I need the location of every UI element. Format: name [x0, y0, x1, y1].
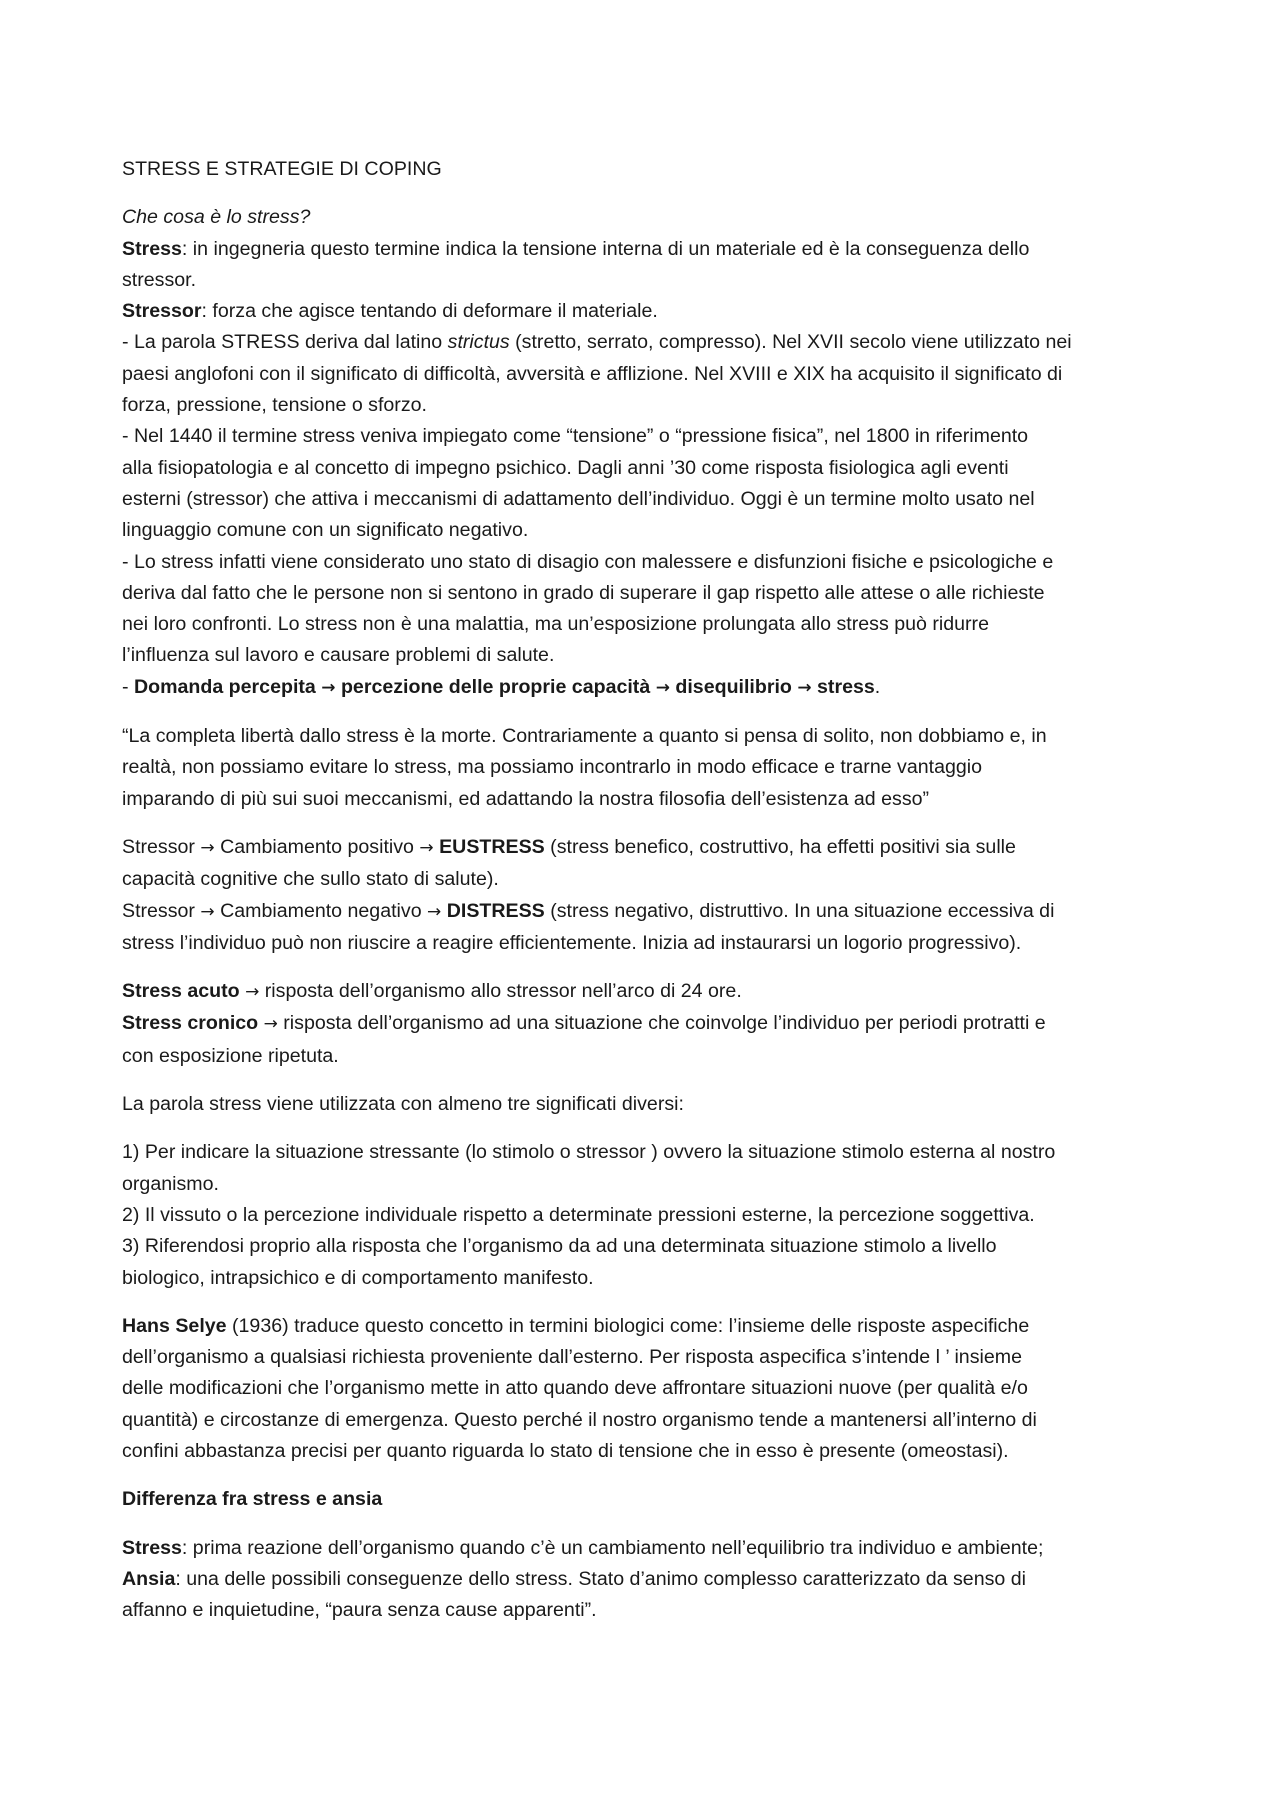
chain-step: disequilibrio: [675, 675, 792, 698]
differenza-section: [122, 1533, 1162, 1627]
meaning-item-cont: biologico, intrapsichico e di comportamento manifesto.: [122, 1266, 594, 1289]
eustress-text: (stress benefico, costruttivo, ha effetti positivi sia sulle: [544, 835, 1016, 858]
selye-paragraph: [122, 1311, 1162, 1467]
quote-line: imparando di più sui suoi meccanismi, ed adattando la nostra filosofia dell’esistenza ad esso”: [122, 787, 930, 810]
stress-chain: [122, 672, 1162, 704]
question-text: Che cosa è lo stress?: [122, 206, 311, 229]
section-heading: [122, 1484, 1162, 1515]
eustress-line-cont: capacità cognitive che sullo stato di salute).: [122, 868, 499, 891]
disagio-line: - Lo stress infatti viene considerato uno stato di disagio con malessere e disfunzioni fisiche e psicologiche e: [122, 550, 1054, 573]
selye-text: (1936) traduce questo concetto in termini biologici come: l’insieme delle risposte aspecifiche: [226, 1314, 1030, 1337]
chronic-line-cont: con esposizione ripetuta.: [122, 1044, 339, 1067]
chain-step: percezione delle proprie capacità: [340, 675, 651, 698]
arrow-icon: →: [419, 837, 434, 858]
differenza-stress-text: : prima reazione dell’organismo quando c’è un cambiamento nell’equilibrio tra individuo e ambiente;: [181, 1536, 1044, 1559]
distress-line-cont: stress l’individuo può non riuscire a reagire efficientemente. Inizia ad instaurarsi un logorio progressivo).: [122, 931, 1022, 954]
eustress-distress-section: [122, 832, 1162, 959]
acute-chronic-section: [122, 976, 1162, 1072]
distress-stressor: Stressor: [122, 899, 201, 922]
stress-def-text: : in ingegneria questo termine indica la tensione interna di un materiale ed è la conseguenza dello: [181, 237, 1030, 260]
differenza-stress-line: [122, 1533, 1162, 1564]
arrow-icon: →: [797, 677, 812, 698]
acute-line: [122, 976, 1162, 1008]
selye-name: Hans Selye: [122, 1314, 227, 1337]
document-title: [122, 154, 1162, 185]
arrow-icon: →: [245, 982, 260, 1003]
eustress-change: Cambiamento positivo: [214, 835, 420, 858]
history-line: esterni (stressor) che attiva i meccanismi di adattamento dell’individuo. Oggi è un termine molto usato nel: [122, 487, 1035, 510]
meaning-item: 2) Il vissuto o la percezione individuale rispetto a determinate pressioni esterne, la percezione soggettiva.: [122, 1203, 1035, 1226]
acute-text: risposta dell’organismo allo stressor nell’arco di 24 ore.: [259, 980, 742, 1003]
distress-term: DISTRESS: [446, 899, 545, 922]
distress-line: [122, 896, 1162, 928]
meanings-intro: [122, 1089, 1162, 1120]
differenza-ansia-line: [122, 1564, 1162, 1595]
meanings-list: [122, 1137, 1162, 1293]
differenza-ansia-text: : una delle possibili conseguenze dello stress. Stato d’animo complesso caratterizzato da senso di: [175, 1567, 1026, 1590]
etymology-line: [122, 327, 1162, 358]
history-line: - Nel 1440 il termine stress veniva impiegato come “tensione” o “pressione fisica”, nel 1800 in riferimento: [122, 425, 1029, 448]
chain-dash: -: [122, 675, 134, 698]
meaning-item: 1) Per indicare la situazione stressante (lo stimolo o stressor ) ovvero la situazione stimolo esterna al nostro: [122, 1141, 1056, 1164]
disagio-line: nei loro confronti. Lo stress non è una malattia, ma un’esposizione prolungata allo stress può ridurre: [122, 613, 989, 636]
chain-step: Domanda percepita: [133, 675, 316, 698]
etymology-text: - La parola STRESS deriva dal latino: [122, 331, 448, 354]
stressor-definition: [122, 296, 1162, 327]
chronic-text: risposta dell’organismo ad una situazione che coinvolge l’individuo per periodi protratti e: [277, 1012, 1046, 1035]
intro-question: [122, 202, 1162, 233]
history-line: alla fisiopatologia e al concetto di impegno psichico. Dagli anni ’30 come risposta fisiologica agli eventi: [122, 456, 1009, 479]
arrow-icon: →: [200, 837, 215, 858]
meanings-intro-text: La parola stress viene utilizzata con almeno tre significati diversi:: [122, 1093, 684, 1116]
quote-block: [122, 721, 1162, 815]
stress-term: Stress: [122, 237, 182, 260]
differenza-ansia-term: Ansia: [122, 1567, 176, 1590]
selye-line: dell’organismo a qualsiasi richiesta proveniente dall’esterno. Per risposta aspecifica s’intende l ’ insieme: [122, 1346, 1022, 1369]
selye-line: [122, 1311, 1162, 1342]
chain-end: .: [874, 675, 881, 698]
title-text: STRESS E STRATEGIE DI COPING: [122, 158, 442, 180]
etymology-line: forza, pressione, tensione o sforzo.: [122, 394, 427, 417]
selye-line: quantità) e circostanze di emergenza. Questo perché il nostro organismo tende a mantenersi all’interno di: [122, 1408, 1037, 1431]
chain-step: stress: [817, 675, 875, 698]
arrow-icon: →: [321, 677, 336, 698]
quote-line: realtà, non possiamo evitare lo stress, ma possiamo incontrarlo in modo efficace e trarne vantaggio: [122, 756, 983, 779]
differenza-heading: Differenza fra stress e ansia: [122, 1488, 383, 1511]
etymology-line: paesi anglofoni con il significato di difficoltà, avversità e afflizione. Nel XVIII e XIX ha acquisito il significato di: [122, 362, 1063, 385]
distress-change: Cambiamento negativo: [214, 899, 428, 922]
arrow-icon: →: [655, 677, 670, 698]
acute-term: Stress acuto: [122, 980, 240, 1003]
intro-section: [122, 202, 1162, 704]
selye-line: confini abbastanza precisi per quanto riguarda lo stato di tensione che in esso è presente (omeostasi).: [122, 1439, 1009, 1462]
stressor-term: Stressor: [122, 300, 202, 323]
eustress-stressor: Stressor: [122, 835, 201, 858]
eustress-line: [122, 832, 1162, 864]
differenza-stress-term: Stress: [122, 1536, 182, 1559]
document-page: [122, 154, 1162, 1643]
quote-line: “La completa libertà dallo stress è la morte. Contrariamente a quanto si pensa di solito, non dobbiamo e, in: [122, 725, 1047, 748]
etymology-text-cont: (stretto, serrato, compresso). Nel XVII secolo viene utilizzato nei: [509, 331, 1072, 354]
stress-definition: [122, 234, 1162, 265]
eustress-term: EUSTRESS: [439, 835, 545, 858]
stress-definition-cont: stressor.: [122, 268, 197, 291]
arrow-icon: →: [427, 901, 442, 922]
history-line: linguaggio comune con un significato negativo.: [122, 519, 529, 542]
chronic-term: Stress cronico: [122, 1012, 259, 1035]
meaning-item: 3) Riferendosi proprio alla risposta che l’organismo da ad una determinata situazione stimolo a livello: [122, 1235, 997, 1258]
disagio-line: l’influenza sul lavoro e causare problemi di salute.: [122, 644, 555, 667]
arrow-icon: →: [200, 901, 215, 922]
arrow-icon: →: [263, 1014, 278, 1035]
distress-text: (stress negativo, distruttivo. In una situazione eccessiva di: [544, 899, 1055, 922]
chronic-line: [122, 1008, 1162, 1040]
selye-line: delle modificazioni che l’organismo mette in atto quando deve affrontare situazioni nuove (per qualità e/o: [122, 1377, 1028, 1400]
differenza-ansia-line-cont: affanno e inquietudine, “paura senza cause apparenti”.: [122, 1599, 597, 1622]
disagio-line: deriva dal fatto che le persone non si sentono in grado di superare il gap rispetto alle attese o alle richieste: [122, 581, 1045, 604]
etymology-latin: strictus: [447, 331, 510, 354]
stressor-def-text: : forza che agisce tentando di deformare il materiale.: [201, 300, 658, 323]
meaning-item-cont: organismo.: [122, 1172, 219, 1195]
